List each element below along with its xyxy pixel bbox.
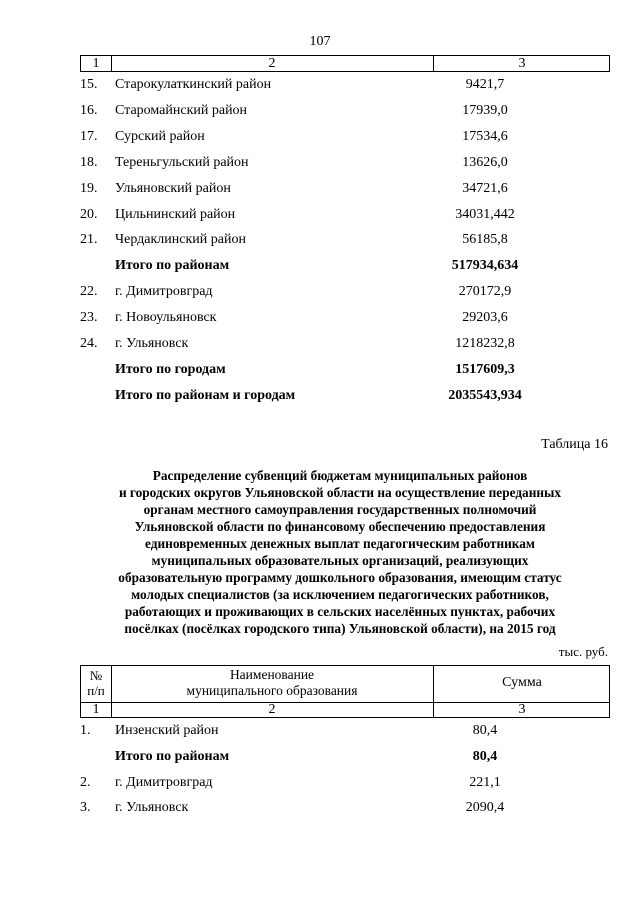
table-row [0,72,640,98]
row-value: 80,4 [472,723,498,738]
total-row [0,253,640,279]
title-line: молодых специалистов (за исключением педагогических работников, [131,587,549,602]
row-name: Итого по районам [115,748,230,764]
row-value: 1517609,3 [455,361,515,377]
row-value: 517934,634 [451,258,519,274]
table2-col3-number: 3 [518,701,526,717]
row-name: Инзенский район [115,723,219,738]
table-row [0,150,640,176]
table1-col3-number: 3 [518,55,526,71]
total-row [0,383,640,409]
row-number: 21. [80,232,98,248]
row-name: г. Новоульяновск [115,310,217,326]
page-number: 107 [309,34,331,49]
title-line: Распределение субвенций бюджетам муниципальных районов [152,468,528,483]
title-line: образовательную программу дошкольного образования, имеющим статус [118,570,562,585]
row-name: г. Ульяновск [115,336,189,351]
row-value: 2090,4 [465,800,505,816]
table-row [0,279,640,305]
row-number: 22. [80,284,98,300]
row-value: 2035543,934 [448,387,522,403]
row-name: Чердаклинский район [115,232,246,248]
table2-col2-number: 2 [268,701,276,717]
row-value: 17534,6 [462,128,508,144]
table1-col1-number: 1 [92,55,100,71]
row-number: 1. [80,723,91,738]
row-name: Сурский район [115,128,205,144]
row-value: 221,1 [469,774,501,790]
row-number: 17. [80,128,98,144]
row-value: 80,4 [472,748,498,764]
row-name: г. Димитровград [115,284,213,300]
table-row [0,227,640,253]
table2-header [80,665,610,718]
row-name: Итого по городам [115,361,226,377]
row-number: 3. [80,800,91,816]
row-value: 56185,8 [462,232,508,248]
name-column-header [111,666,433,700]
row-value: 270172,9 [458,284,512,300]
table-row [0,124,640,150]
row-number: 15. [80,77,98,92]
row-value: 34031,442 [455,206,515,222]
units-label: тыс. руб. [558,644,608,659]
row-name: г. Ульяновск [115,800,189,816]
row-name: Старокулаткинский район [115,77,272,92]
name-header-line2: муниципального образования [186,683,358,698]
table-row [0,98,640,124]
title-line: единовременных денежных выплат педагогическим работникам [145,536,535,551]
title-line: посёлках (посёлках городского типа) Ульяновской области), на 2015 год [124,621,556,636]
row-number: 23. [80,310,98,326]
table1-header-row [80,55,610,72]
num-header-line2: п/п [87,683,105,698]
total-row [0,744,640,770]
table-row [0,331,640,357]
name-header-line1: Наименование [229,667,315,682]
title-line: работающих и проживающих в сельских населённых пунктах, рабочих [124,604,556,619]
table-row [0,305,640,331]
table2-col1-number: 1 [92,701,100,717]
row-name: Итого по районам [115,258,230,274]
row-value: 9421,7 [465,77,505,92]
row-number: 19. [80,180,98,196]
table-row [0,176,640,202]
row-name: Тереньгульский район [115,154,249,170]
row-value: 34721,6 [462,180,508,196]
row-name: Старомайнский район [115,102,248,118]
row-name: Итого по районам и городам [115,387,296,403]
table2-title [70,467,610,637]
title-line: Ульяновской области по финансовому обеспечению предоставления [134,519,546,534]
row-number: 18. [80,154,98,170]
row-value: 17939,0 [462,102,508,118]
total-row [0,357,640,383]
title-line: органам местного самоуправления государственных полномочий [143,502,537,517]
title-line: и городских округов Ульяновской области на осуществление переданных [118,485,562,500]
title-line: муниципальных образовательных организаций, реализующих [151,553,529,568]
row-name: Ульяновский район [115,180,231,196]
row-number: 16. [80,102,98,118]
table1-col2-number: 2 [268,55,276,71]
num-column-header [81,666,111,700]
row-value: 13626,0 [462,154,508,170]
sum-column-header: Сумма [502,675,542,690]
table-label: Таблица 16 [541,437,608,452]
row-value: 1218232,8 [455,336,515,351]
row-number: 20. [80,206,98,222]
row-name: г. Димитровград [115,774,213,790]
row-number: 2. [80,774,91,790]
row-number: 24. [80,336,98,351]
table-row [0,770,640,796]
table-row [0,718,640,744]
num-header-line1: № [89,668,103,683]
row-value: 29203,6 [462,310,508,326]
row-name: Цильнинский район [115,206,236,222]
table-row [0,202,640,228]
table-row [0,795,640,821]
